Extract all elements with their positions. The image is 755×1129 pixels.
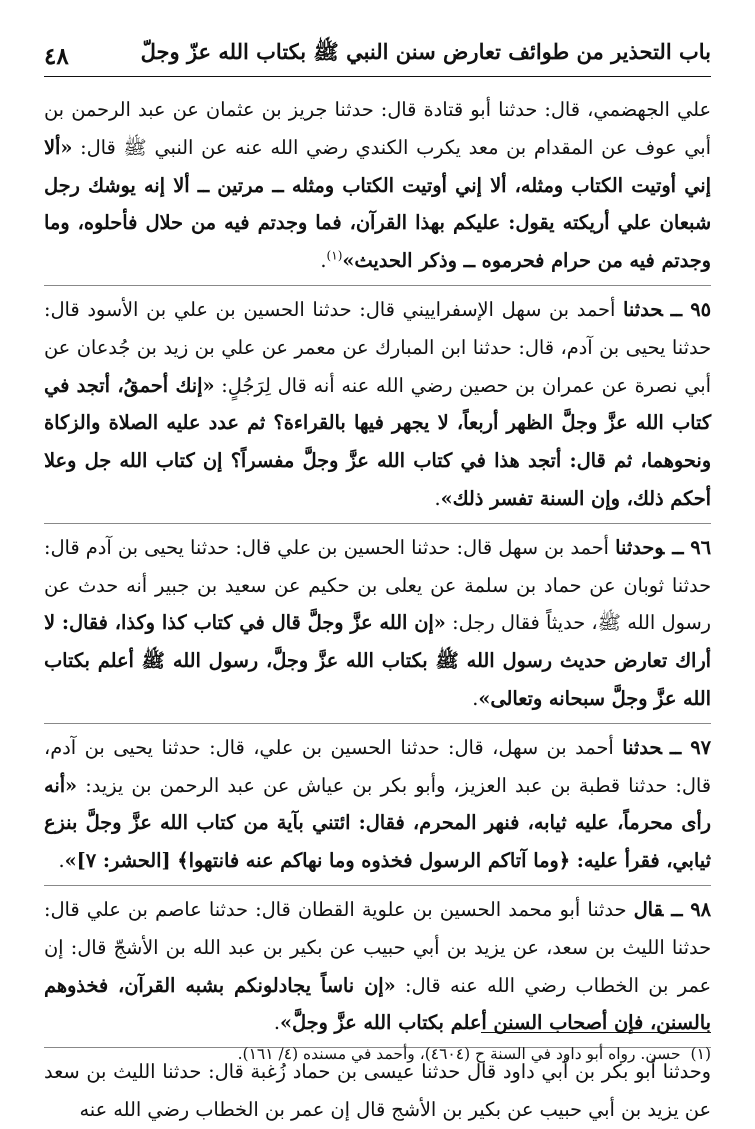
hadith-number: ٩٧ ــ [669,735,711,759]
paragraph-tail: . [320,249,327,273]
hadith-quote: «إن ناساً يجادلونكم بشبه القرآن، فخذوهم بالسنن، فإن أصحاب السنن أعلم بكتاب الله عزَّ وجلَّ» [44,973,711,1035]
paragraph-lead: قال [633,897,664,921]
paragraph-98 [44,885,711,1042]
hadith-quote: «أنه رأى محرماً، عليه ثيابه، فنهر المحرم، فقال: ائتني بآية من كتاب الله عزَّ وجلَّ بنزع ثيابي، فقرأ عليه: ﴿وما آتاكم الرسول فخذوه وما نهاكم عنه فانتهوا﴾ [الحشر: ٧]» [44,773,711,873]
page-body [44,91,711,1129]
paragraph-96 [44,523,711,718]
hadith-number: ٩٦ ــ [672,535,711,559]
paragraph-95 [44,285,711,518]
footnote-reference: (١) [326,248,343,263]
paragraph-text: أحمد بن سهل الإسفراييني قال: حدثنا الحسين بن علي بن الأسود قال: حدثنا يحيى بن آدم، قال: حدثنا ابن المبارك عن معمر عن علي بن زيد بن جُدعان عن أبي نصرة عن عمران بن حصين رضي الله عنه أنه قال لِرَجُلٍ: [44,297,711,397]
hadith-number: ٩٥ ــ [670,297,711,321]
hadith-number: ٩٨ ــ [671,897,711,921]
paragraph-lead: حدثنا [623,297,663,321]
footnote-text: حسن. رواه أبو داود في السنة ح (٤٦٠٤)، وأحمد في مسنده (٤/ ١٦١). [237,1045,681,1063]
footnote-divider [481,1032,711,1033]
paragraph-lead: حدثنا [622,735,662,759]
hadith-quote: «إن الله عزَّ وجلَّ قال في كتاب كذا وكذا، فقال: لا أراك تعارض حديث رسول الله ﷺ بكتاب الله عزَّ وجلَّ، رسول الله ﷺ أعلم بكتاب الله عزَّ وجلَّ سبحانه وتعالى» [44,611,711,710]
paragraph-continuation [44,91,711,280]
paragraph-tail: . [472,686,479,710]
hadith-quote: «إنك أحمقُ، أتجد في كتاب الله عزَّ وجلَّ الظهر أربعاً، لا يجهر فيها بالقراءة؟ ثم عدد عليه الصلاة والزكاة ونحوهما، ثم قال: أتجد هذا في كتاب الله عزَّ وجلَّ مفسراً؟ إن كتاب الله جل وعلا أحكم ذلك، وإن السنة تفسر ذلك» [44,373,711,510]
running-header [44,30,711,77]
paragraph-tail: . [58,849,65,873]
paragraph-lead: وحدثنا [615,535,665,559]
paragraph-text: حدثنا أبو محمد الحسين بن علوية القطان قال: حدثنا عاصم بن علي قال: حدثنا الليث بن سعد، عن يزيد بن أبي حبيب عن بكير بن عبد الله بن الأشجّ قال: إن عمر بن الخطاب رضي الله عنه قال: [44,897,711,997]
chapter-title: باب التحذير من طوائف تعارض سنن النبي ﷺ بكتاب الله عزّ وجلّ [140,39,711,64]
paragraph-tail: . [434,486,441,510]
paragraph-text: وحدثنا أبو بكر بن أبي داود قال حدثنا عيسى بن حماد زُغبة قال: حدثنا الليث بن سعد عن يزيد بن أبي حبيب عن بكير بن الأشج قال إن عمر بن الخطاب رضي الله عنه [44,1060,711,1121]
paragraph-text: أحمد بن سهل قال: حدثنا الحسين بن علي قال: حدثنا يحيى بن آدم قال: حدثنا ثوبان عن حماد بن سلمة عن يعلى بن حكيم عن سعيد بن جبير أنه حدث عن رسول الله ﷺ، حديثاً فقال رجل: [44,535,711,635]
hadith-quote: «ألا إني أوتيت الكتاب ومثله، ألا إني أوتيت الكتاب ومثله ــ مرتين ــ ألا إنه يوشك رجل شبعان علي أريكته يقول: عليكم بهذا القرآن، فما وجدتم فيه من حلال فأحلوه، وما وجدتم فيه من حرام فحرموه ــ وذكر الحديث» [44,135,711,273]
paragraph-97 [44,723,711,880]
paragraph-tail: . [273,1011,280,1035]
paragraph-text: علي الجهضمي، قال: حدثنا أبو قتادة قال: حدثنا جريز بن عثمان عن عبد الرحمن بن أبي عوف عن المقدام بن معد يكرب الكندي رضي الله عنه عن النبي ﷺ قال: [44,98,711,159]
page-number: ٤٨ [44,43,69,70]
footnote [44,1042,711,1066]
paragraph-text: أحمد بن سهل، قال: حدثنا الحسين بن علي، قال: حدثنا يحيى بن آدم، قال: حدثنا قطبة بن عبد العزيز، وأبو بكر بن عياش عن عبد الرحمن بن يزيد: [44,735,711,797]
footnote-number: (١) [690,1045,711,1063]
